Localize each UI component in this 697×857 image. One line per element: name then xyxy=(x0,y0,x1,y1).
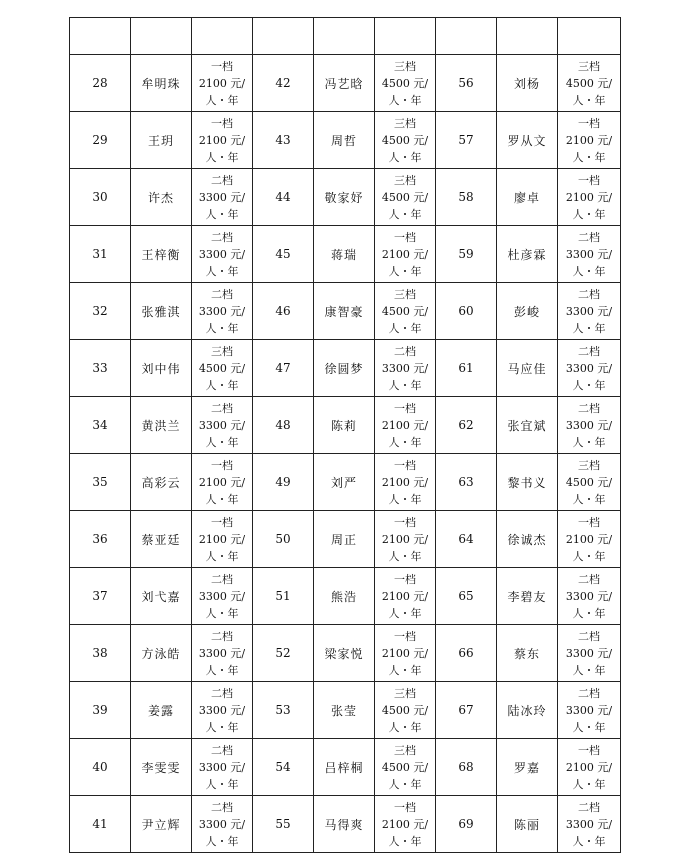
tier-amount-text: 2100 元/ xyxy=(198,76,246,90)
tier-level-text: 一档 xyxy=(394,401,416,415)
tier-level-text: 二档 xyxy=(578,629,600,643)
student-name-cell: 徐诚杰 xyxy=(497,511,558,568)
serial-number-cell: 57 xyxy=(436,112,497,169)
student-name-cell: 吕梓桐 xyxy=(314,739,375,796)
serial-number-cell: 28 xyxy=(70,55,131,112)
tier-amount-text: 3300 元/ xyxy=(198,589,246,603)
student-name-cell: 刘中伟 xyxy=(131,340,192,397)
tier-amount-text: 2100 元/ xyxy=(565,133,613,147)
serial-number-cell: 53 xyxy=(253,682,314,739)
table-row xyxy=(70,796,621,853)
student-name-cell: 罗从文 xyxy=(497,112,558,169)
serial-number-cell: 49 xyxy=(253,454,314,511)
subsidy-tier-cell xyxy=(192,568,253,625)
student-name-cell: 蒋瑞 xyxy=(314,226,375,283)
serial-number-cell: 39 xyxy=(70,682,131,739)
tier-amount-text: 4500 元/ xyxy=(381,703,429,717)
serial-number-cell: 46 xyxy=(253,283,314,340)
student-name-cell: 王玥 xyxy=(131,112,192,169)
serial-number-cell: 44 xyxy=(253,169,314,226)
student-name-cell: 张雅淇 xyxy=(131,283,192,340)
serial-number-cell: 48 xyxy=(253,397,314,454)
tier-level-text: 二档 xyxy=(578,800,600,814)
student-name-cell: 张宜斌 xyxy=(497,397,558,454)
tier-amount-text: 4500 元/ xyxy=(198,361,246,375)
tier-unit-text: 人・年 xyxy=(205,150,239,164)
tier-amount-text: 3300 元/ xyxy=(381,361,429,375)
serial-number-cell: 29 xyxy=(70,112,131,169)
tier-unit-text: 人・年 xyxy=(388,720,422,734)
student-name-cell: 黄洪兰 xyxy=(131,397,192,454)
serial-number-cell: 52 xyxy=(253,625,314,682)
tier-amount-text: 4500 元/ xyxy=(565,76,613,90)
tier-unit-text: 人・年 xyxy=(572,492,606,506)
tier-amount-text: 2100 元/ xyxy=(198,532,246,546)
tier-amount-text: 3300 元/ xyxy=(198,703,246,717)
subsidy-tier-cell xyxy=(558,511,621,568)
tier-amount-text: 2100 元/ xyxy=(381,817,429,831)
table-row xyxy=(70,169,621,226)
subsidy-tier-cell xyxy=(192,625,253,682)
serial-number-cell: 60 xyxy=(436,283,497,340)
header-cell xyxy=(131,18,192,55)
tier-unit-text: 人・年 xyxy=(388,207,422,221)
student-name-cell: 陆冰玲 xyxy=(497,682,558,739)
tier-unit-text: 人・年 xyxy=(388,777,422,791)
tier-amount-text: 2100 元/ xyxy=(381,589,429,603)
table-row xyxy=(70,568,621,625)
tier-level-text: 三档 xyxy=(394,686,416,700)
header-cell xyxy=(253,18,314,55)
table-row xyxy=(70,511,621,568)
tier-unit-text: 人・年 xyxy=(205,492,239,506)
tier-unit-text: 人・年 xyxy=(572,663,606,677)
tier-unit-text: 人・年 xyxy=(205,264,239,278)
student-name-cell: 敬家妤 xyxy=(314,169,375,226)
tier-level-text: 二档 xyxy=(211,572,233,586)
tier-unit-text: 人・年 xyxy=(205,834,239,848)
tier-amount-text: 2100 元/ xyxy=(198,475,246,489)
tier-unit-text: 人・年 xyxy=(205,378,239,392)
tier-amount-text: 3300 元/ xyxy=(198,304,246,318)
student-name-cell: 张莹 xyxy=(314,682,375,739)
tier-level-text: 二档 xyxy=(211,800,233,814)
student-name-cell: 王梓衡 xyxy=(131,226,192,283)
tier-amount-text: 2100 元/ xyxy=(381,418,429,432)
subsidy-tier-cell xyxy=(192,112,253,169)
serial-number-cell: 35 xyxy=(70,454,131,511)
tier-level-text: 二档 xyxy=(211,743,233,757)
tier-unit-text: 人・年 xyxy=(572,207,606,221)
table-row xyxy=(70,397,621,454)
student-name-cell: 徐圆梦 xyxy=(314,340,375,397)
tier-amount-text: 3300 元/ xyxy=(198,418,246,432)
tier-level-text: 一档 xyxy=(211,116,233,130)
subsidy-table xyxy=(69,17,621,853)
tier-unit-text: 人・年 xyxy=(388,834,422,848)
student-name-cell: 李雯雯 xyxy=(131,739,192,796)
table-row xyxy=(70,682,621,739)
subsidy-tier-cell xyxy=(558,169,621,226)
subsidy-tier-cell xyxy=(375,625,436,682)
subsidy-tier-cell xyxy=(558,112,621,169)
student-name-cell: 陈丽 xyxy=(497,796,558,853)
serial-number-cell: 68 xyxy=(436,739,497,796)
tier-level-text: 二档 xyxy=(211,287,233,301)
tier-level-text: 一档 xyxy=(578,116,600,130)
tier-level-text: 一档 xyxy=(578,173,600,187)
tier-level-text: 一档 xyxy=(394,230,416,244)
tier-level-text: 二档 xyxy=(211,173,233,187)
header-cell xyxy=(558,18,621,55)
subsidy-tier-cell xyxy=(375,169,436,226)
subsidy-tier-cell xyxy=(375,112,436,169)
tier-amount-text: 3300 元/ xyxy=(565,817,613,831)
student-name-cell: 刘严 xyxy=(314,454,375,511)
tier-unit-text: 人・年 xyxy=(388,321,422,335)
student-name-cell: 罗嘉 xyxy=(497,739,558,796)
tier-amount-text: 2100 元/ xyxy=(565,532,613,546)
tier-level-text: 三档 xyxy=(394,287,416,301)
serial-number-cell: 36 xyxy=(70,511,131,568)
serial-number-cell: 55 xyxy=(253,796,314,853)
tier-unit-text: 人・年 xyxy=(388,264,422,278)
serial-number-cell: 64 xyxy=(436,511,497,568)
serial-number-cell: 54 xyxy=(253,739,314,796)
tier-amount-text: 2100 元/ xyxy=(381,247,429,261)
tier-amount-text: 3300 元/ xyxy=(565,304,613,318)
tier-level-text: 三档 xyxy=(394,59,416,73)
subsidy-tier-cell xyxy=(558,739,621,796)
tier-level-text: 一档 xyxy=(394,572,416,586)
student-name-cell: 高彩云 xyxy=(131,454,192,511)
subsidy-tier-cell xyxy=(375,226,436,283)
student-name-cell: 熊浩 xyxy=(314,568,375,625)
subsidy-tier-cell xyxy=(375,283,436,340)
table-header-row xyxy=(70,18,621,55)
student-name-cell: 康智豪 xyxy=(314,283,375,340)
student-name-cell: 刘杨 xyxy=(497,55,558,112)
tier-level-text: 一档 xyxy=(394,458,416,472)
serial-number-cell: 65 xyxy=(436,568,497,625)
student-name-cell: 尹立辉 xyxy=(131,796,192,853)
subsidy-tier-cell xyxy=(375,568,436,625)
tier-level-text: 二档 xyxy=(578,230,600,244)
tier-amount-text: 4500 元/ xyxy=(381,190,429,204)
tier-amount-text: 4500 元/ xyxy=(565,475,613,489)
serial-number-cell: 41 xyxy=(70,796,131,853)
serial-number-cell: 34 xyxy=(70,397,131,454)
tier-amount-text: 3300 元/ xyxy=(198,817,246,831)
tier-unit-text: 人・年 xyxy=(572,264,606,278)
subsidy-tier-cell xyxy=(192,397,253,454)
tier-amount-text: 2100 元/ xyxy=(565,760,613,774)
tier-level-text: 二档 xyxy=(211,230,233,244)
tier-level-text: 二档 xyxy=(578,686,600,700)
serial-number-cell: 58 xyxy=(436,169,497,226)
tier-unit-text: 人・年 xyxy=(205,606,239,620)
table-row xyxy=(70,454,621,511)
subsidy-tier-cell xyxy=(375,397,436,454)
serial-number-cell: 61 xyxy=(436,340,497,397)
subsidy-tier-cell xyxy=(192,55,253,112)
student-name-cell: 刘弋嘉 xyxy=(131,568,192,625)
serial-number-cell: 51 xyxy=(253,568,314,625)
student-name-cell: 蔡东 xyxy=(497,625,558,682)
student-name-cell: 牟明珠 xyxy=(131,55,192,112)
tier-unit-text: 人・年 xyxy=(205,435,239,449)
tier-level-text: 三档 xyxy=(578,59,600,73)
tier-level-text: 一档 xyxy=(211,458,233,472)
subsidy-tier-cell xyxy=(192,454,253,511)
tier-level-text: 二档 xyxy=(578,572,600,586)
tier-unit-text: 人・年 xyxy=(205,321,239,335)
student-name-cell: 方泳皓 xyxy=(131,625,192,682)
tier-unit-text: 人・年 xyxy=(572,435,606,449)
tier-level-text: 三档 xyxy=(394,116,416,130)
student-name-cell: 周哲 xyxy=(314,112,375,169)
tier-unit-text: 人・年 xyxy=(572,777,606,791)
serial-number-cell: 38 xyxy=(70,625,131,682)
subsidy-tier-cell xyxy=(375,739,436,796)
tier-amount-text: 3300 元/ xyxy=(565,247,613,261)
tier-unit-text: 人・年 xyxy=(388,663,422,677)
tier-unit-text: 人・年 xyxy=(205,207,239,221)
tier-amount-text: 2100 元/ xyxy=(565,190,613,204)
table-row xyxy=(70,625,621,682)
tier-amount-text: 3300 元/ xyxy=(565,418,613,432)
subsidy-tier-cell xyxy=(375,55,436,112)
tier-level-text: 三档 xyxy=(394,743,416,757)
subsidy-tier-cell xyxy=(375,511,436,568)
tier-amount-text: 4500 元/ xyxy=(381,304,429,318)
subsidy-tier-cell xyxy=(192,340,253,397)
table-row xyxy=(70,283,621,340)
tier-unit-text: 人・年 xyxy=(572,321,606,335)
subsidy-tier-cell xyxy=(375,796,436,853)
subsidy-tier-cell xyxy=(375,454,436,511)
tier-amount-text: 2100 元/ xyxy=(381,532,429,546)
table-row xyxy=(70,55,621,112)
tier-level-text: 二档 xyxy=(211,686,233,700)
serial-number-cell: 40 xyxy=(70,739,131,796)
subsidy-tier-cell xyxy=(558,682,621,739)
table-row xyxy=(70,340,621,397)
subsidy-tier-cell xyxy=(192,682,253,739)
subsidy-tier-cell xyxy=(558,226,621,283)
serial-number-cell: 69 xyxy=(436,796,497,853)
student-name-cell: 黎书义 xyxy=(497,454,558,511)
tier-unit-text: 人・年 xyxy=(388,492,422,506)
tier-level-text: 一档 xyxy=(394,515,416,529)
serial-number-cell: 37 xyxy=(70,568,131,625)
table-body xyxy=(70,18,621,853)
tier-level-text: 三档 xyxy=(211,344,233,358)
tier-amount-text: 4500 元/ xyxy=(381,760,429,774)
serial-number-cell: 50 xyxy=(253,511,314,568)
tier-amount-text: 3300 元/ xyxy=(198,190,246,204)
subsidy-tier-cell xyxy=(558,397,621,454)
tier-amount-text: 4500 元/ xyxy=(381,133,429,147)
subsidy-tier-cell xyxy=(192,283,253,340)
header-cell xyxy=(192,18,253,55)
subsidy-tier-cell xyxy=(558,340,621,397)
serial-number-cell: 59 xyxy=(436,226,497,283)
tier-unit-text: 人・年 xyxy=(388,93,422,107)
table-row xyxy=(70,739,621,796)
tier-unit-text: 人・年 xyxy=(388,435,422,449)
tier-amount-text: 3300 元/ xyxy=(565,361,613,375)
student-name-cell: 彭峻 xyxy=(497,283,558,340)
tier-amount-text: 2100 元/ xyxy=(381,646,429,660)
header-cell xyxy=(70,18,131,55)
subsidy-tier-cell xyxy=(192,796,253,853)
serial-number-cell: 32 xyxy=(70,283,131,340)
serial-number-cell: 43 xyxy=(253,112,314,169)
serial-number-cell: 47 xyxy=(253,340,314,397)
tier-amount-text: 3300 元/ xyxy=(198,646,246,660)
tier-unit-text: 人・年 xyxy=(572,93,606,107)
tier-level-text: 一档 xyxy=(394,800,416,814)
tier-unit-text: 人・年 xyxy=(572,834,606,848)
tier-unit-text: 人・年 xyxy=(205,93,239,107)
student-name-cell: 蔡亚廷 xyxy=(131,511,192,568)
table-row xyxy=(70,226,621,283)
serial-number-cell: 33 xyxy=(70,340,131,397)
serial-number-cell: 66 xyxy=(436,625,497,682)
tier-amount-text: 2100 元/ xyxy=(381,475,429,489)
tier-amount-text: 3300 元/ xyxy=(565,703,613,717)
tier-level-text: 三档 xyxy=(394,173,416,187)
student-name-cell: 周正 xyxy=(314,511,375,568)
tier-unit-text: 人・年 xyxy=(572,378,606,392)
header-cell xyxy=(436,18,497,55)
student-name-cell: 马得爽 xyxy=(314,796,375,853)
student-name-cell: 许杰 xyxy=(131,169,192,226)
subsidy-tier-cell xyxy=(558,625,621,682)
serial-number-cell: 31 xyxy=(70,226,131,283)
serial-number-cell: 30 xyxy=(70,169,131,226)
serial-number-cell: 62 xyxy=(436,397,497,454)
subsidy-tier-cell xyxy=(558,454,621,511)
tier-unit-text: 人・年 xyxy=(205,549,239,563)
subsidy-tier-cell xyxy=(192,739,253,796)
serial-number-cell: 42 xyxy=(253,55,314,112)
student-name-cell: 李碧友 xyxy=(497,568,558,625)
student-name-cell: 杜彦霖 xyxy=(497,226,558,283)
tier-unit-text: 人・年 xyxy=(572,720,606,734)
tier-unit-text: 人・年 xyxy=(572,606,606,620)
tier-unit-text: 人・年 xyxy=(388,378,422,392)
student-name-cell: 梁家悦 xyxy=(314,625,375,682)
subsidy-tier-cell xyxy=(192,511,253,568)
tier-level-text: 二档 xyxy=(578,401,600,415)
tier-amount-text: 3300 元/ xyxy=(198,760,246,774)
header-cell xyxy=(314,18,375,55)
tier-amount-text: 3300 元/ xyxy=(198,247,246,261)
serial-number-cell: 63 xyxy=(436,454,497,511)
tier-unit-text: 人・年 xyxy=(205,663,239,677)
subsidy-tier-cell xyxy=(558,796,621,853)
tier-level-text: 二档 xyxy=(394,344,416,358)
tier-level-text: 一档 xyxy=(394,629,416,643)
tier-level-text: 三档 xyxy=(578,458,600,472)
tier-level-text: 二档 xyxy=(211,401,233,415)
serial-number-cell: 56 xyxy=(436,55,497,112)
tier-level-text: 一档 xyxy=(578,743,600,757)
subsidy-tier-cell xyxy=(375,682,436,739)
tier-level-text: 二档 xyxy=(211,629,233,643)
tier-level-text: 二档 xyxy=(578,287,600,301)
student-name-cell: 姜露 xyxy=(131,682,192,739)
tier-level-text: 一档 xyxy=(211,515,233,529)
subsidy-tier-cell xyxy=(192,169,253,226)
serial-number-cell: 45 xyxy=(253,226,314,283)
subsidy-tier-cell xyxy=(192,226,253,283)
student-name-cell: 廖卓 xyxy=(497,169,558,226)
tier-unit-text: 人・年 xyxy=(388,150,422,164)
serial-number-cell: 67 xyxy=(436,682,497,739)
tier-unit-text: 人・年 xyxy=(572,549,606,563)
tier-amount-text: 2100 元/ xyxy=(198,133,246,147)
tier-unit-text: 人・年 xyxy=(388,606,422,620)
subsidy-tier-cell xyxy=(375,340,436,397)
tier-level-text: 二档 xyxy=(578,344,600,358)
tier-amount-text: 4500 元/ xyxy=(381,76,429,90)
student-name-cell: 马应佳 xyxy=(497,340,558,397)
tier-unit-text: 人・年 xyxy=(572,150,606,164)
tier-unit-text: 人・年 xyxy=(388,549,422,563)
tier-level-text: 一档 xyxy=(578,515,600,529)
tier-amount-text: 3300 元/ xyxy=(565,646,613,660)
tier-unit-text: 人・年 xyxy=(205,777,239,791)
student-name-cell: 陈莉 xyxy=(314,397,375,454)
table-row xyxy=(70,112,621,169)
header-cell xyxy=(375,18,436,55)
subsidy-tier-cell xyxy=(558,55,621,112)
student-name-cell: 冯艺晗 xyxy=(314,55,375,112)
subsidy-tier-cell xyxy=(558,283,621,340)
tier-unit-text: 人・年 xyxy=(205,720,239,734)
tier-level-text: 一档 xyxy=(211,59,233,73)
subsidy-tier-cell xyxy=(558,568,621,625)
header-cell xyxy=(497,18,558,55)
tier-amount-text: 3300 元/ xyxy=(565,589,613,603)
